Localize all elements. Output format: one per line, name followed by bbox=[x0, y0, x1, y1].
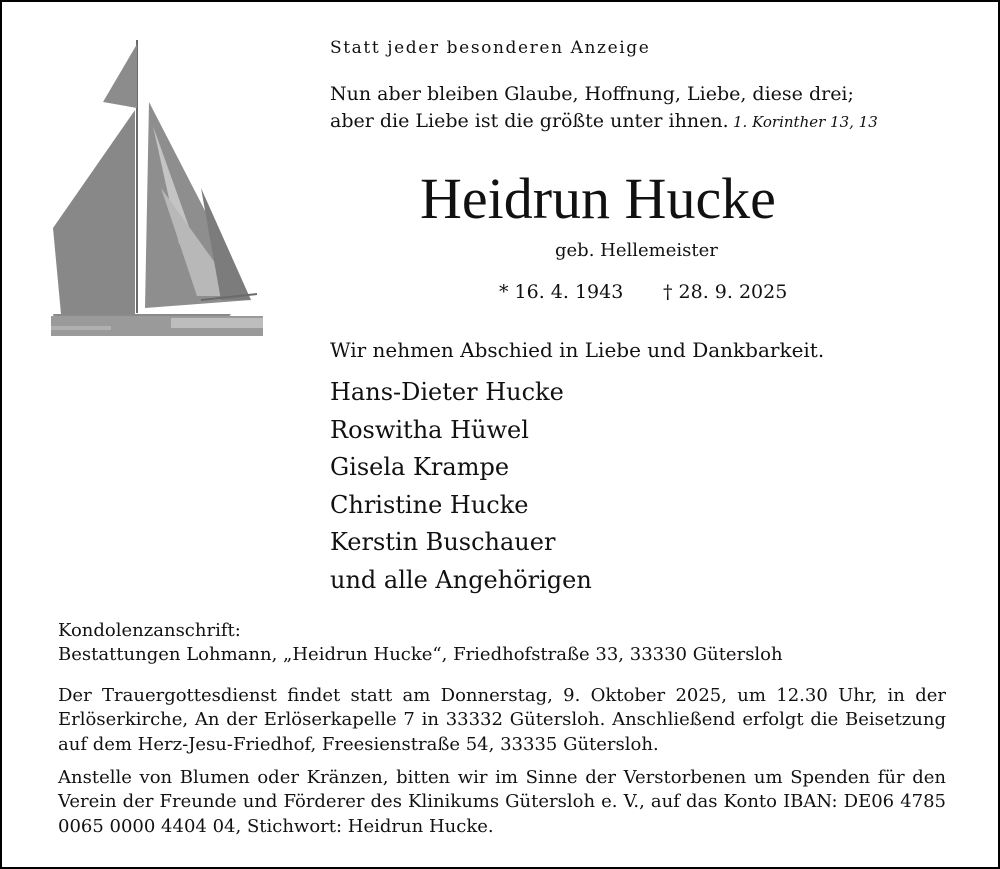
birth-name: geb. Hellemeister bbox=[555, 240, 718, 261]
service-details: Der Trauergottesdienst findet statt am Donnerstag, 9. Oktober 2025, um 12.30 Uhr, in der Erlöserkirche, An der Erlöserkapelle 7 in 33332 Gütersloh. Anschließend erfolgt die Beisetzung auf dem Herz-Jesu-Friedhof, Freesienstraße 54, 33335 Gütersloh. bbox=[58, 685, 946, 755]
mourner-name: Gisela Krampe bbox=[330, 453, 510, 481]
bible-verse-line-2: aber die Liebe ist die größte unter ihnen. bbox=[330, 110, 729, 132]
bible-verse-line-1: Nun aber bleiben Glaube, Hoffnung, Liebe, diese drei; bbox=[330, 83, 854, 105]
deceased-name: Heidrun Hucke bbox=[420, 166, 776, 231]
sailboat-icon bbox=[51, 38, 263, 336]
bible-verse-reference: 1. Korinther 13, 13 bbox=[733, 113, 878, 131]
condolence-label: Kondolenzanschrift: bbox=[58, 620, 241, 641]
mourner-name: Roswitha Hüwel bbox=[330, 415, 529, 444]
birth-date: * 16. 4. 1943 bbox=[499, 281, 624, 303]
mourner-name: Hans-Dieter Hucke bbox=[330, 378, 564, 406]
farewell-line: Wir nehmen Abschied in Liebe und Dankbarkeit. bbox=[330, 338, 825, 362]
mourners-list bbox=[330, 374, 592, 599]
mourner-name: Christine Hucke bbox=[330, 490, 529, 519]
donation-request: Anstelle von Blumen oder Kränzen, bitten wir im Sinne der Verstorbenen um Spenden für den Verein der Freunde und Förderer des Klinikums Gütersloh e. V., auf das Konto IBAN: DE06 4785 0065 0000 4404 04, Stichwort: Heidrun Hucke. bbox=[58, 767, 946, 837]
mourner-name: und alle Angehörigen bbox=[330, 565, 592, 594]
death-date: † 28. 9. 2025 bbox=[663, 281, 788, 303]
mourner-name: Kerstin Buschauer bbox=[330, 528, 556, 556]
condolence-address: Bestattungen Lohmann, „Heidrun Hucke“, Friedhofstraße 33, 33330 Gütersloh bbox=[58, 644, 783, 665]
header-notice: Statt jeder besonderen Anzeige bbox=[330, 38, 651, 58]
